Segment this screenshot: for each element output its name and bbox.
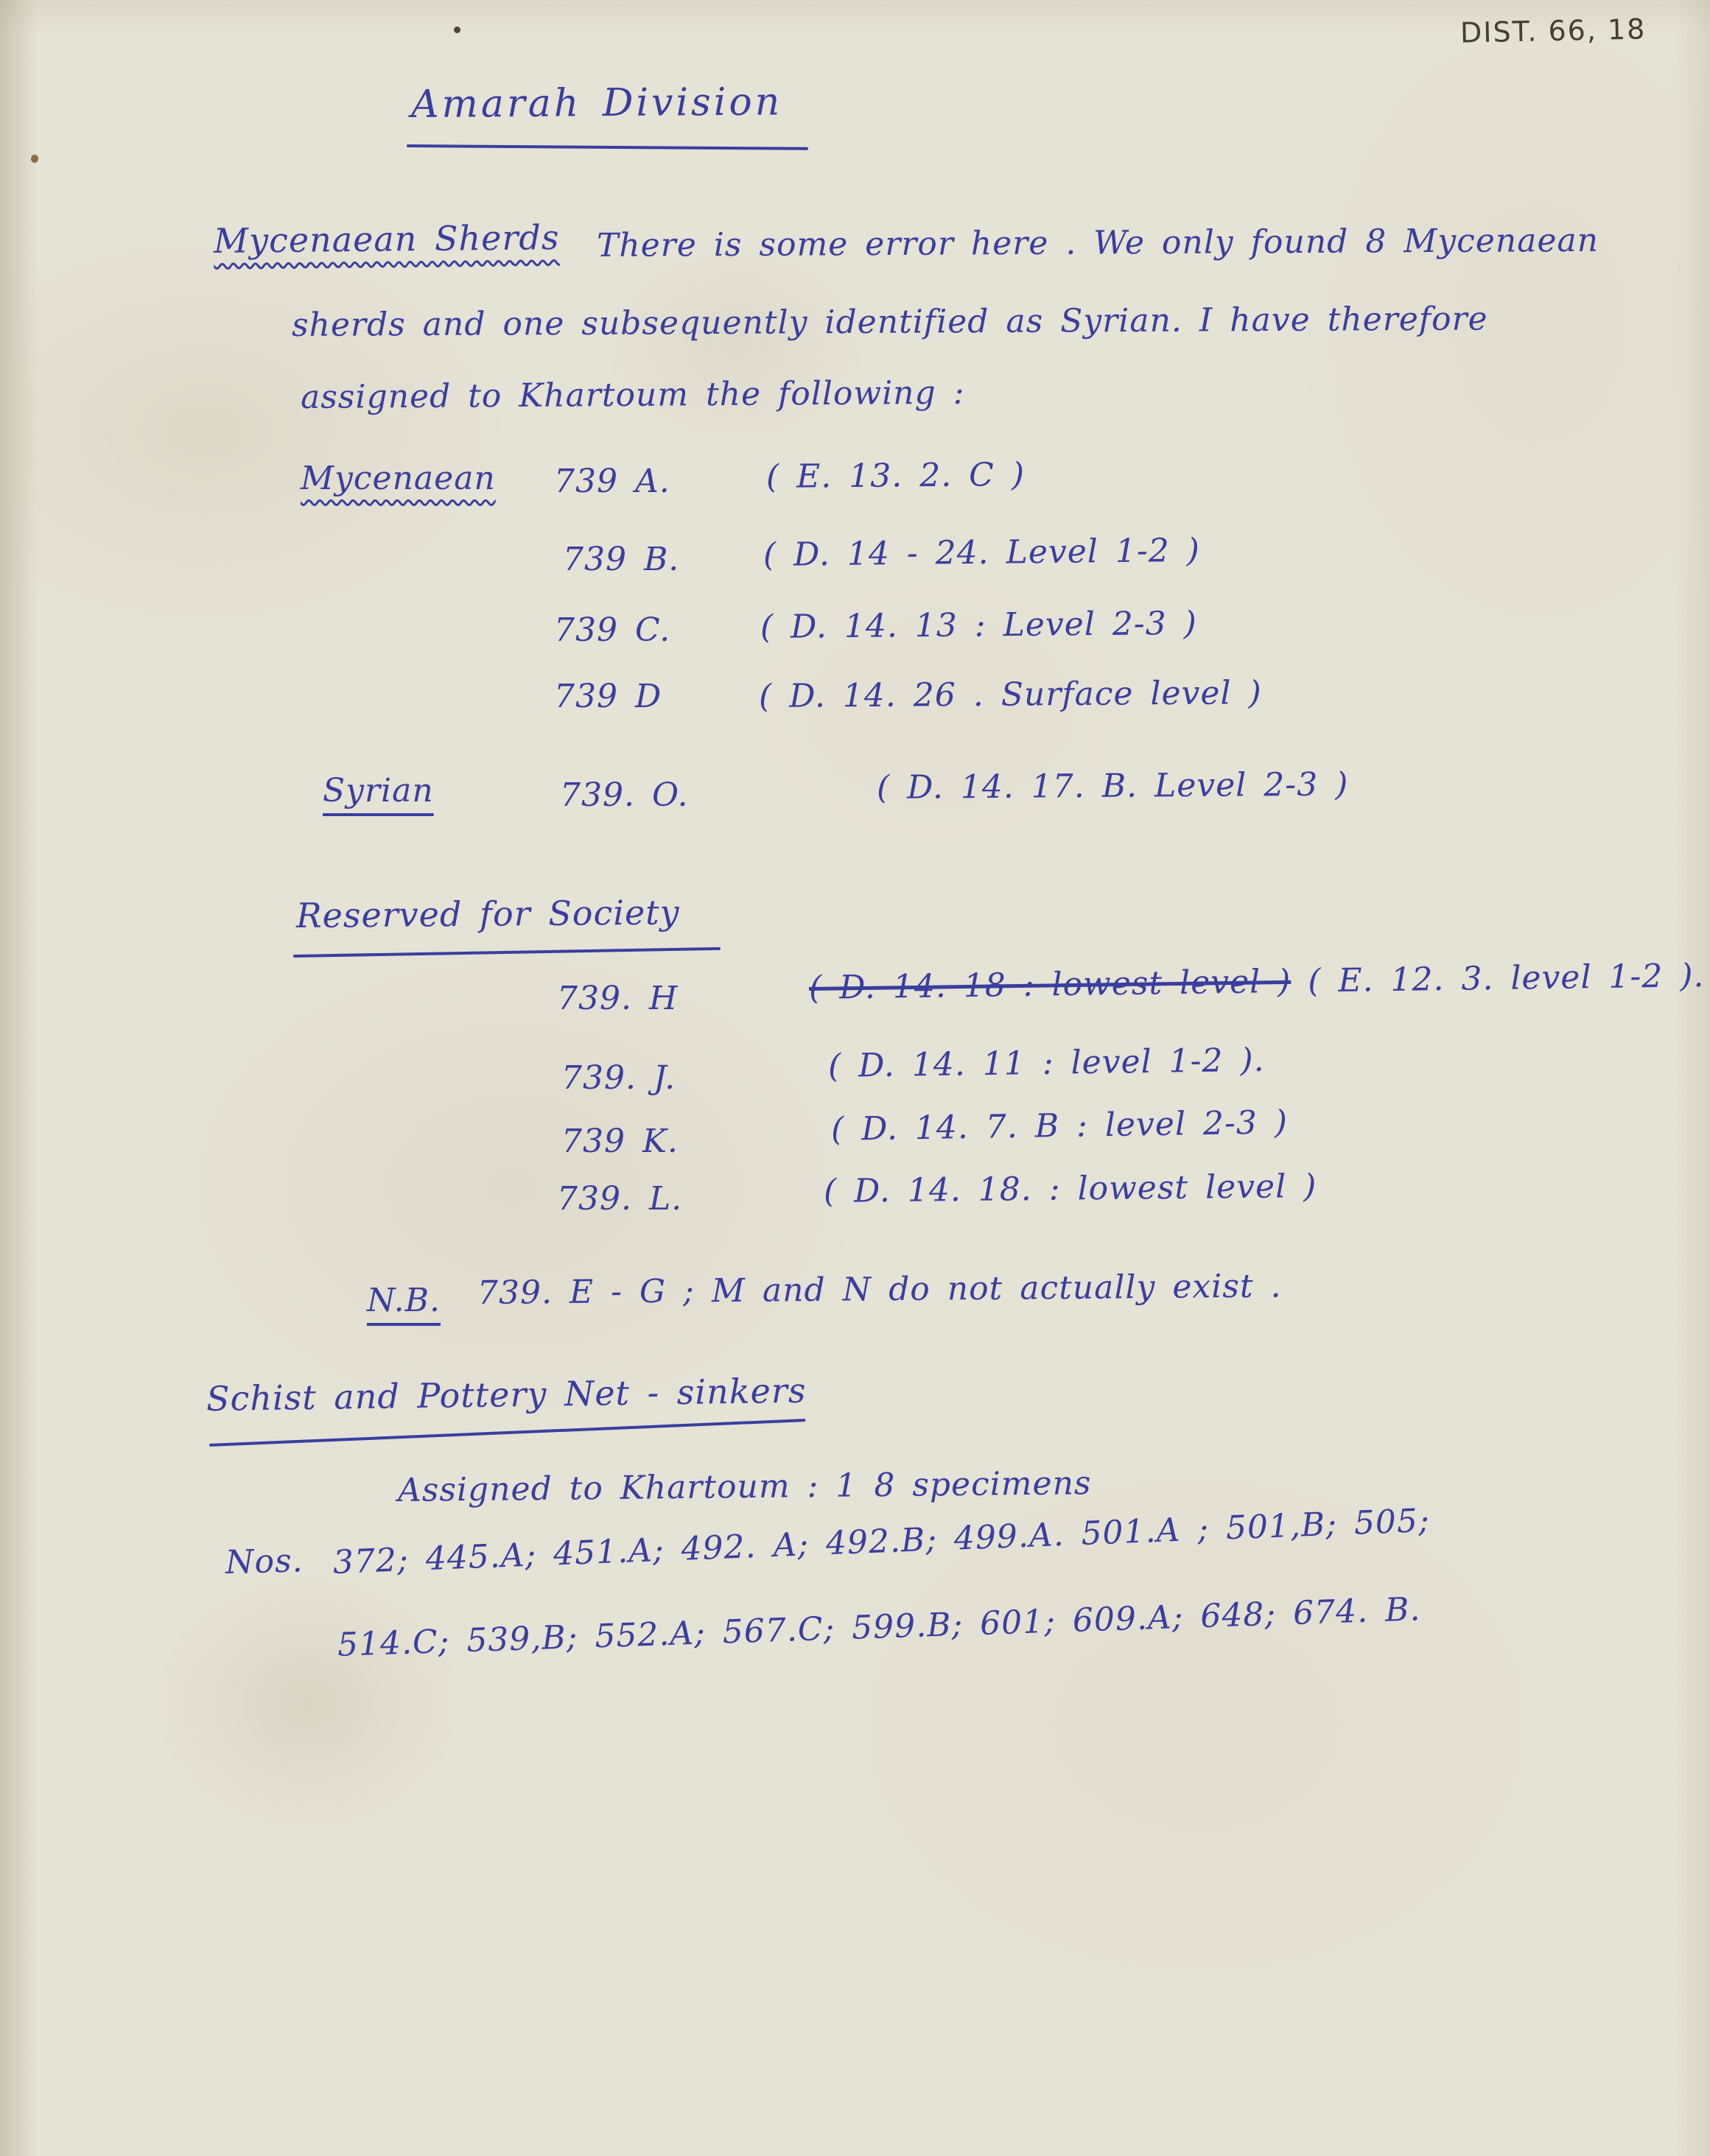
findspot-detail: ( D. 14. 26 . Surface level ) <box>758 674 1262 715</box>
findspot-detail <box>809 957 1705 1007</box>
paragraph-line: There is some error here . We only found 8 Mycenaean <box>596 221 1599 264</box>
assigned-line: Assigned to Khartoum : 1 8 specimens <box>397 1464 1092 1509</box>
paragraph-line: sherds and one subsequently identified as Syrian. I have therefore <box>291 300 1488 344</box>
archive-reference-annotation: DIST. 66, 18 <box>1460 13 1647 49</box>
section-heading-mycenaean-sherds: Mycenaean Sherds <box>213 217 560 261</box>
findspot-detail: ( D. 14 - 24. Level 1-2 ) <box>763 531 1201 574</box>
findspot-detail: ( D. 14. 17. B. Level 2-3 ) <box>876 765 1349 807</box>
section-heading-reserved: Reserved for Society <box>295 892 680 935</box>
catalogue-number: 739. O. <box>560 776 689 814</box>
specimen-numbers-line: 372; 445.A; 451.A; 492. A; 492.B; 499.A. 501.A ; 501,B; 505; <box>332 1501 1431 1581</box>
ink-speck <box>454 27 460 33</box>
catalogue-number: 739 A. <box>554 463 670 500</box>
catalogue-number: 739. L. <box>557 1180 683 1218</box>
struck-findspot: ( D. 14. 18 : lowest level ) <box>808 962 1292 1007</box>
catalogue-number: 739 C. <box>554 611 671 649</box>
paper-speck <box>31 155 38 163</box>
title-underline <box>407 144 808 150</box>
reserved-heading-underline <box>293 947 721 958</box>
netsinkers-heading-underline <box>209 1419 805 1447</box>
findspot-detail: ( D. 14. 13 : Level 2-3 ) <box>760 604 1198 646</box>
findspot-detail: ( D. 14. 18. : lowest level ) <box>823 1167 1317 1210</box>
catalogue-number: 739 K. <box>561 1123 679 1160</box>
findspot-detail: ( E. 13. 2. C ) <box>765 455 1026 496</box>
findspot-detail: ( D. 14. 7. B : level 2-3 ) <box>830 1103 1289 1148</box>
list-label-syrian: Syrian <box>323 772 434 810</box>
nota-bene-text: 739. E - G ; M and N do not actually exist . <box>477 1267 1282 1312</box>
list-label-mycenaean: Mycenaean <box>301 460 496 497</box>
catalogue-number: 739 B. <box>563 541 680 578</box>
catalogue-number: 739 D <box>554 678 662 715</box>
catalogue-number: 739. H <box>557 980 679 1017</box>
page-title: Amarah Division <box>410 80 783 127</box>
catalogue-number: 739. J. <box>561 1059 676 1097</box>
section-heading-netsinkers: Schist and Pottery Net - sinkers <box>206 1370 807 1419</box>
findspot-detail: ( D. 14. 11 : level 1-2 ). <box>827 1041 1265 1085</box>
specimen-numbers-line: 514.C; 539,B; 552.A; 567.C; 599.B; 601; 609.A; 648; 674. B. <box>337 1590 1422 1664</box>
paragraph-line: assigned to Khartoum the following : <box>300 373 965 416</box>
numbers-label: Nos. <box>225 1542 304 1581</box>
corrected-findspot: ( E. 12. 3. level 1-2 ). <box>1290 957 1705 1000</box>
nota-bene-label: N.B. <box>367 1282 441 1319</box>
